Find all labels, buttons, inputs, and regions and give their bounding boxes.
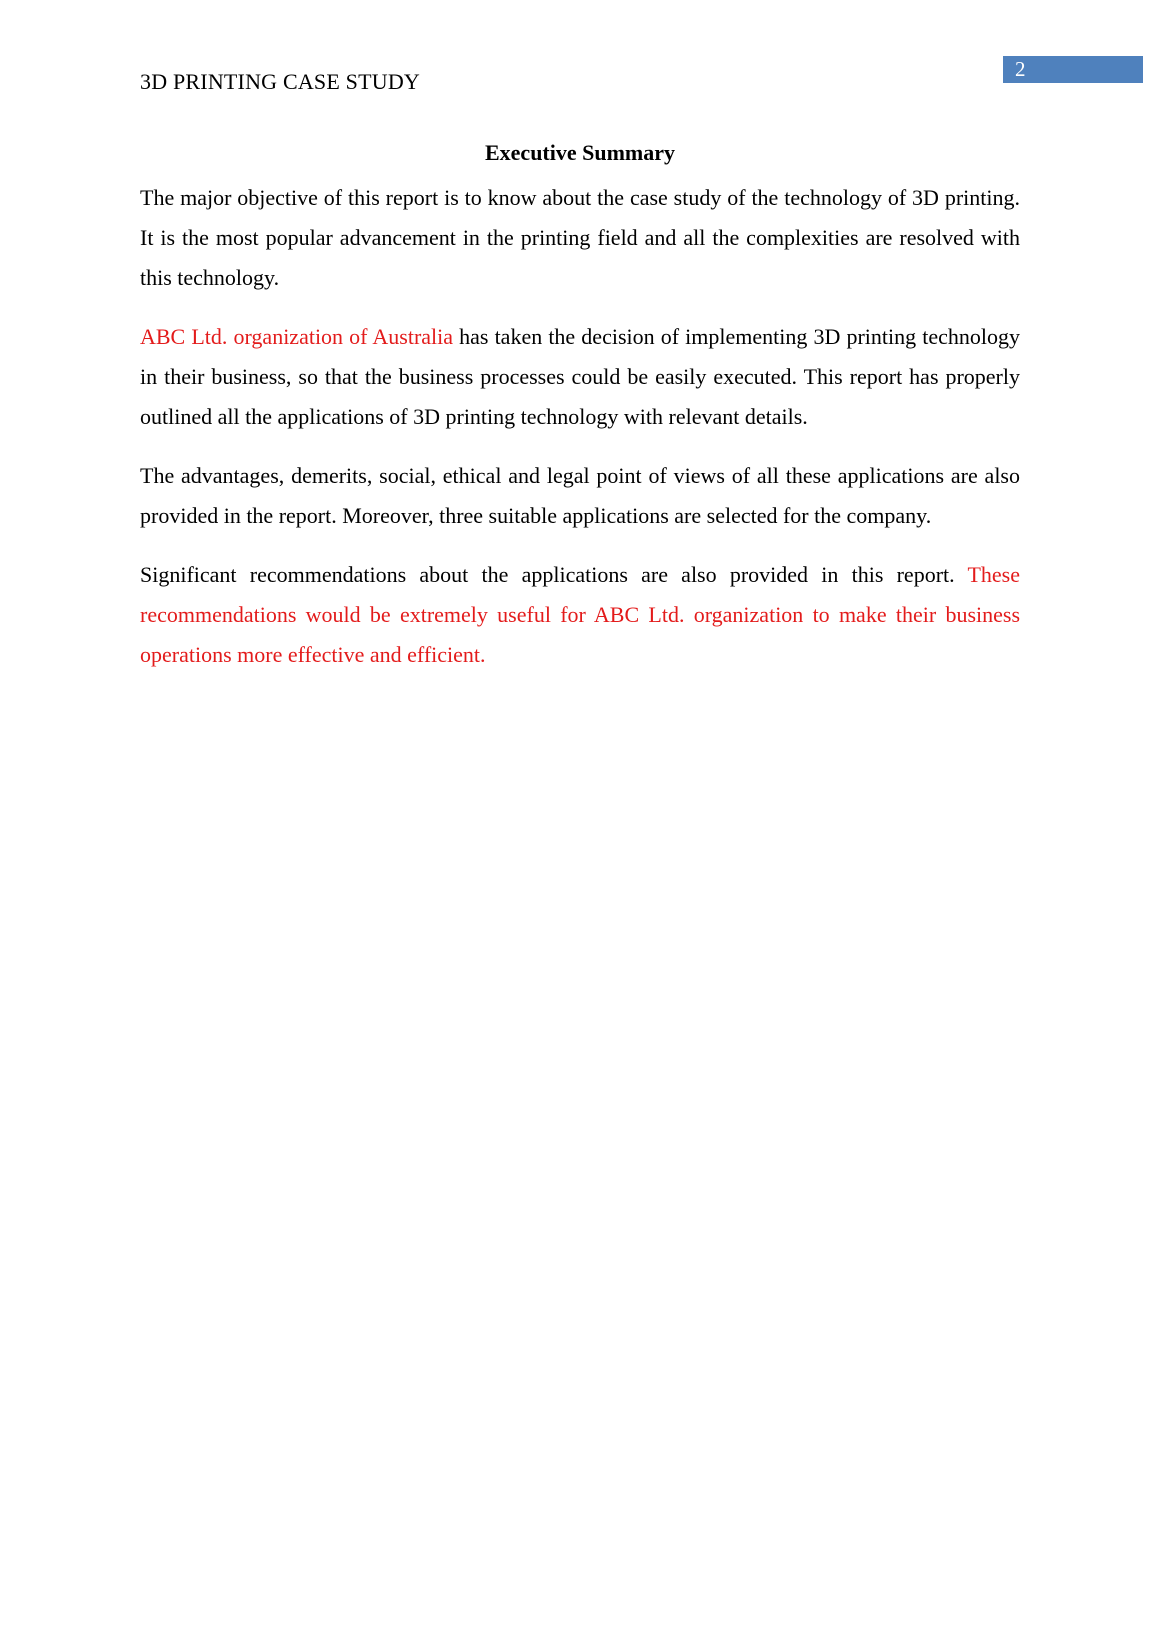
paragraph-recommendations (140, 555, 1020, 675)
paragraph-implementation (140, 317, 1020, 437)
document-body (140, 138, 1020, 694)
paragraph-advantages-text: The advantages, demerits, social, ethical and legal point of views of all these applications are also provided in the report. Moreover, three suitable applications are selected for the company. (140, 463, 1020, 528)
paragraph-objective (140, 178, 1020, 298)
section-heading: Executive Summary (484, 140, 676, 165)
highlighted-organization-text: ABC Ltd. organization of Australia (140, 324, 454, 349)
paragraph-implementation-text: has taken the decision of implementing 3D printing technology in their business, so that the business processes could be easily executed. This report has properly outlined all the applications of 3D printing technology with relevant details. (140, 324, 1020, 429)
page-number-badge: 2 (1003, 56, 1143, 83)
running-header-title: 3D PRINTING CASE STUDY (140, 69, 421, 94)
paragraph-objective-text: The major objective of this report is to know about the case study of the technology of 3D printing. It is the most popular advancement in the printing field and all the complexities are resolved with this technology. (140, 185, 1020, 290)
paragraph-advantages (140, 456, 1020, 536)
paragraph-recommendations-text: Significant recommendations about the applications are also provided in this report. (140, 562, 968, 587)
highlighted-recommendations-text: These recommendations would be extremely useful for ABC Ltd. organization to make their business operations more effective and efficient. (140, 562, 1020, 667)
